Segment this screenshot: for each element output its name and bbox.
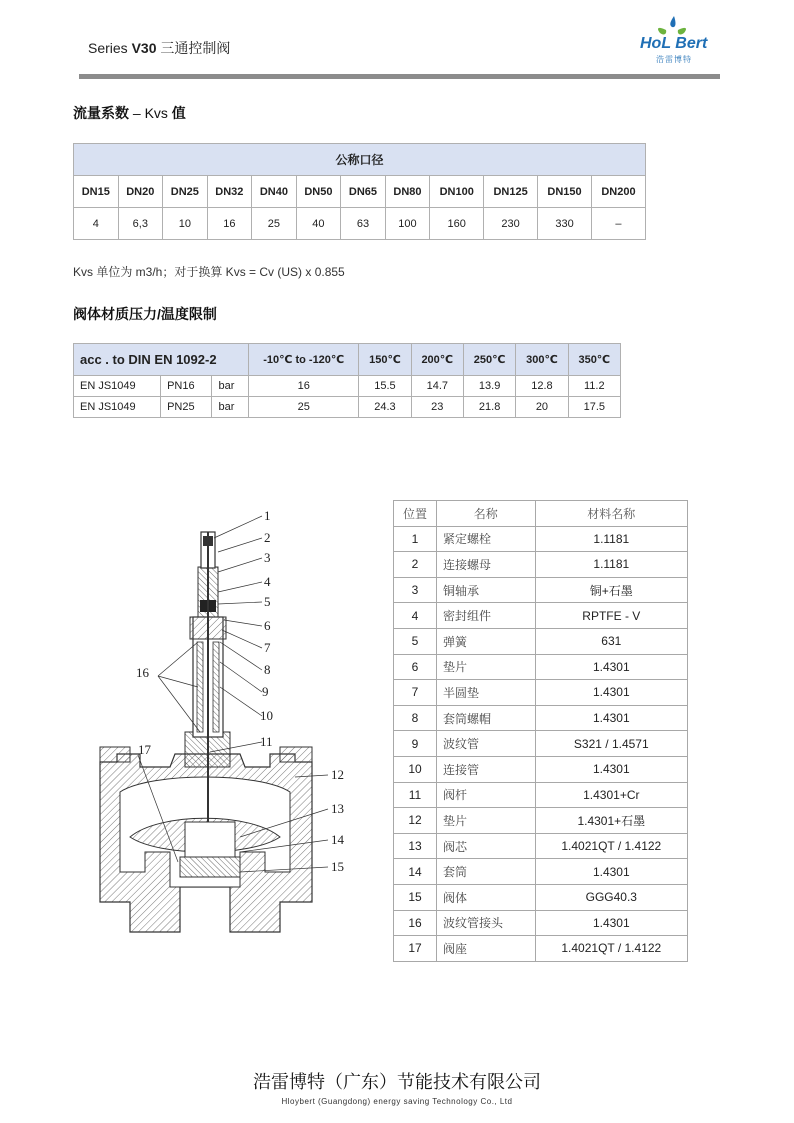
kvs-cell: 16 — [207, 208, 252, 240]
size-row — [74, 176, 646, 208]
part-row — [394, 833, 688, 859]
kvs-cell: 100 — [385, 208, 430, 240]
part-name: 阀座 — [437, 936, 536, 962]
part-material: 1.4301 — [535, 859, 687, 885]
part-position: 4 — [394, 603, 437, 629]
callout-4: 4 — [264, 574, 271, 589]
callout-16: 16 — [136, 665, 149, 680]
part-name: 连接螺母 — [437, 552, 536, 578]
part-material: 1.4021QT / 1.4122 — [535, 936, 687, 962]
pressure-row — [74, 397, 621, 418]
temperature-header: 300℃ — [516, 344, 568, 376]
pn-cell: PN25 — [161, 397, 212, 418]
size-cell: DN25 — [163, 176, 208, 208]
pressure-value-cell: 17.5 — [568, 397, 620, 418]
size-cell: DN32 — [207, 176, 252, 208]
pressure-section-title: 阀体材质压力/温度限制 — [73, 306, 217, 322]
part-row — [394, 577, 688, 603]
callout-1: 1 — [264, 508, 271, 523]
kvs-unit-note: Kvs 单位为 m3/h；对于换算 Kvs = Cv (US) x 0.855 — [73, 265, 345, 279]
valve-section-drawing — [90, 492, 360, 962]
header-divider — [79, 74, 720, 79]
kvs-cell: 330 — [538, 208, 592, 240]
part-row — [394, 603, 688, 629]
size-cell: DN15 — [74, 176, 119, 208]
material-cell: EN JS1049 — [74, 397, 161, 418]
callout-7: 7 — [264, 640, 271, 655]
material-cell: EN JS1049 — [74, 376, 161, 397]
part-row — [394, 859, 688, 885]
part-row — [394, 884, 688, 910]
part-material: 1.4021QT / 1.4122 — [535, 833, 687, 859]
temperature-header: 350℃ — [568, 344, 620, 376]
nominal-size-header: 公称口径 — [74, 144, 646, 176]
part-row — [394, 936, 688, 962]
part-name: 半圆垫 — [437, 680, 536, 706]
temperature-header: 250℃ — [463, 344, 515, 376]
callout-8: 8 — [264, 662, 271, 677]
callout-14: 14 — [331, 832, 344, 847]
part-material: 1.1181 — [535, 552, 687, 578]
document-title: Series V30 三通控制阀 — [88, 40, 231, 56]
part-name: 垫片 — [437, 808, 536, 834]
part-material: RPTFE - V — [535, 603, 687, 629]
part-position: 17 — [394, 936, 437, 962]
logo-text: HoL Bert — [640, 35, 708, 52]
size-cell: DN50 — [296, 176, 341, 208]
part-row — [394, 552, 688, 578]
callout-17: 17 — [138, 742, 151, 757]
part-material: 1.4301 — [535, 756, 687, 782]
part-position: 8 — [394, 705, 437, 731]
parts-table-header — [394, 501, 688, 527]
part-position: 1 — [394, 526, 437, 552]
part-material: 铜+石墨 — [535, 577, 687, 603]
kvs-cell: 40 — [296, 208, 341, 240]
callout-3: 3 — [264, 550, 271, 565]
part-name: 铜轴承 — [437, 577, 536, 603]
kvs-table — [73, 143, 646, 240]
pressure-value-cell: 16 — [249, 376, 359, 397]
pressure-row — [74, 376, 621, 397]
part-name: 垫片 — [437, 654, 536, 680]
part-position: 5 — [394, 628, 437, 654]
kvs-cell: 6,3 — [118, 208, 163, 240]
header-name: 名称 — [437, 501, 536, 527]
pressure-value-cell: 14.7 — [411, 376, 463, 397]
pressure-value-cell: 25 — [249, 397, 359, 418]
kvs-cell: 25 — [252, 208, 297, 240]
callout-9: 9 — [262, 684, 269, 699]
part-material: 1.4301 — [535, 705, 687, 731]
part-position: 7 — [394, 680, 437, 706]
temperature-header: 150℃ — [359, 344, 411, 376]
unit-cell: bar — [212, 397, 249, 418]
part-name: 阀体 — [437, 884, 536, 910]
size-cell: DN20 — [118, 176, 163, 208]
callout-6: 6 — [264, 618, 271, 633]
parts-material-table — [393, 500, 688, 962]
size-cell: DN150 — [538, 176, 592, 208]
part-row — [394, 680, 688, 706]
part-name: 弹簧 — [437, 628, 536, 654]
callout-10: 10 — [260, 708, 273, 723]
part-name: 套筒螺帽 — [437, 705, 536, 731]
part-row — [394, 808, 688, 834]
part-row — [394, 731, 688, 757]
callout-15: 15 — [331, 859, 344, 874]
footer-company-cn: 浩雷博特（广东）节能技术有限公司 — [253, 1072, 541, 1092]
part-name: 波纹管 — [437, 731, 536, 757]
pressure-value-cell: 20 — [516, 397, 568, 418]
part-name: 阀芯 — [437, 833, 536, 859]
kvs-cell: 230 — [484, 208, 538, 240]
part-material: 631 — [535, 628, 687, 654]
size-cell: DN200 — [591, 176, 645, 208]
part-name: 连接管 — [437, 756, 536, 782]
callout-13: 13 — [331, 801, 344, 816]
kvs-cell: 4 — [74, 208, 119, 240]
size-cell: DN65 — [341, 176, 386, 208]
pressure-value-cell: 24.3 — [359, 397, 411, 418]
part-name: 紧定螺栓 — [437, 526, 536, 552]
part-position: 13 — [394, 833, 437, 859]
part-material: 1.1181 — [535, 526, 687, 552]
kvs-cell: 160 — [430, 208, 484, 240]
kvs-value-row — [74, 208, 646, 240]
part-position: 9 — [394, 731, 437, 757]
kvs-cell: – — [591, 208, 645, 240]
part-row — [394, 654, 688, 680]
pn-cell: PN16 — [161, 376, 212, 397]
pressure-table-header — [74, 344, 621, 376]
part-position: 3 — [394, 577, 437, 603]
pressure-temperature-table — [73, 343, 621, 418]
part-name: 波纹管接头 — [437, 910, 536, 936]
temperature-header: 200℃ — [411, 344, 463, 376]
callout-2: 2 — [264, 530, 271, 545]
unit-cell: bar — [212, 376, 249, 397]
pressure-value-cell: 21.8 — [463, 397, 515, 418]
header-position: 位置 — [394, 501, 437, 527]
header-material: 材料名称 — [535, 501, 687, 527]
pressure-value-cell: 13.9 — [463, 376, 515, 397]
logo-subtext: 浩雷博特 — [656, 55, 692, 64]
part-material: GGG40.3 — [535, 884, 687, 910]
part-material: S321 / 1.4571 — [535, 731, 687, 757]
callout-12: 12 — [331, 767, 344, 782]
part-position: 15 — [394, 884, 437, 910]
kvs-section-title: 流量系数 – Kvs 值 — [73, 105, 186, 121]
part-position: 6 — [394, 654, 437, 680]
footer-company-en: Hloybert (Guangdong) energy saving Technology Co., Ltd — [281, 1097, 513, 1106]
standard-header: acc . to DIN EN 1092-2 — [74, 344, 249, 376]
part-row — [394, 526, 688, 552]
part-row — [394, 910, 688, 936]
part-material: 1.4301+Cr — [535, 782, 687, 808]
part-material: 1.4301 — [535, 910, 687, 936]
part-name: 密封组件 — [437, 603, 536, 629]
part-material: 1.4301 — [535, 680, 687, 706]
kvs-cell: 10 — [163, 208, 208, 240]
part-position: 11 — [394, 782, 437, 808]
size-cell: DN80 — [385, 176, 430, 208]
part-position: 12 — [394, 808, 437, 834]
part-position: 16 — [394, 910, 437, 936]
pressure-value-cell: 15.5 — [359, 376, 411, 397]
pressure-value-cell: 11.2 — [568, 376, 620, 397]
part-position: 10 — [394, 756, 437, 782]
part-material: 1.4301+石墨 — [535, 808, 687, 834]
part-row — [394, 782, 688, 808]
part-row — [394, 628, 688, 654]
kvs-cell: 63 — [341, 208, 386, 240]
part-position: 14 — [394, 859, 437, 885]
temperature-header: -10℃ to -120℃ — [249, 344, 359, 376]
size-cell: DN40 — [252, 176, 297, 208]
part-name: 套筒 — [437, 859, 536, 885]
part-name: 阀杆 — [437, 782, 536, 808]
part-position: 2 — [394, 552, 437, 578]
part-row — [394, 756, 688, 782]
pressure-value-cell: 23 — [411, 397, 463, 418]
part-row — [394, 705, 688, 731]
size-cell: DN125 — [484, 176, 538, 208]
pressure-value-cell: 12.8 — [516, 376, 568, 397]
part-material: 1.4301 — [535, 654, 687, 680]
callout-5: 5 — [264, 594, 271, 609]
size-cell: DN100 — [430, 176, 484, 208]
callout-11: 11 — [260, 734, 273, 749]
